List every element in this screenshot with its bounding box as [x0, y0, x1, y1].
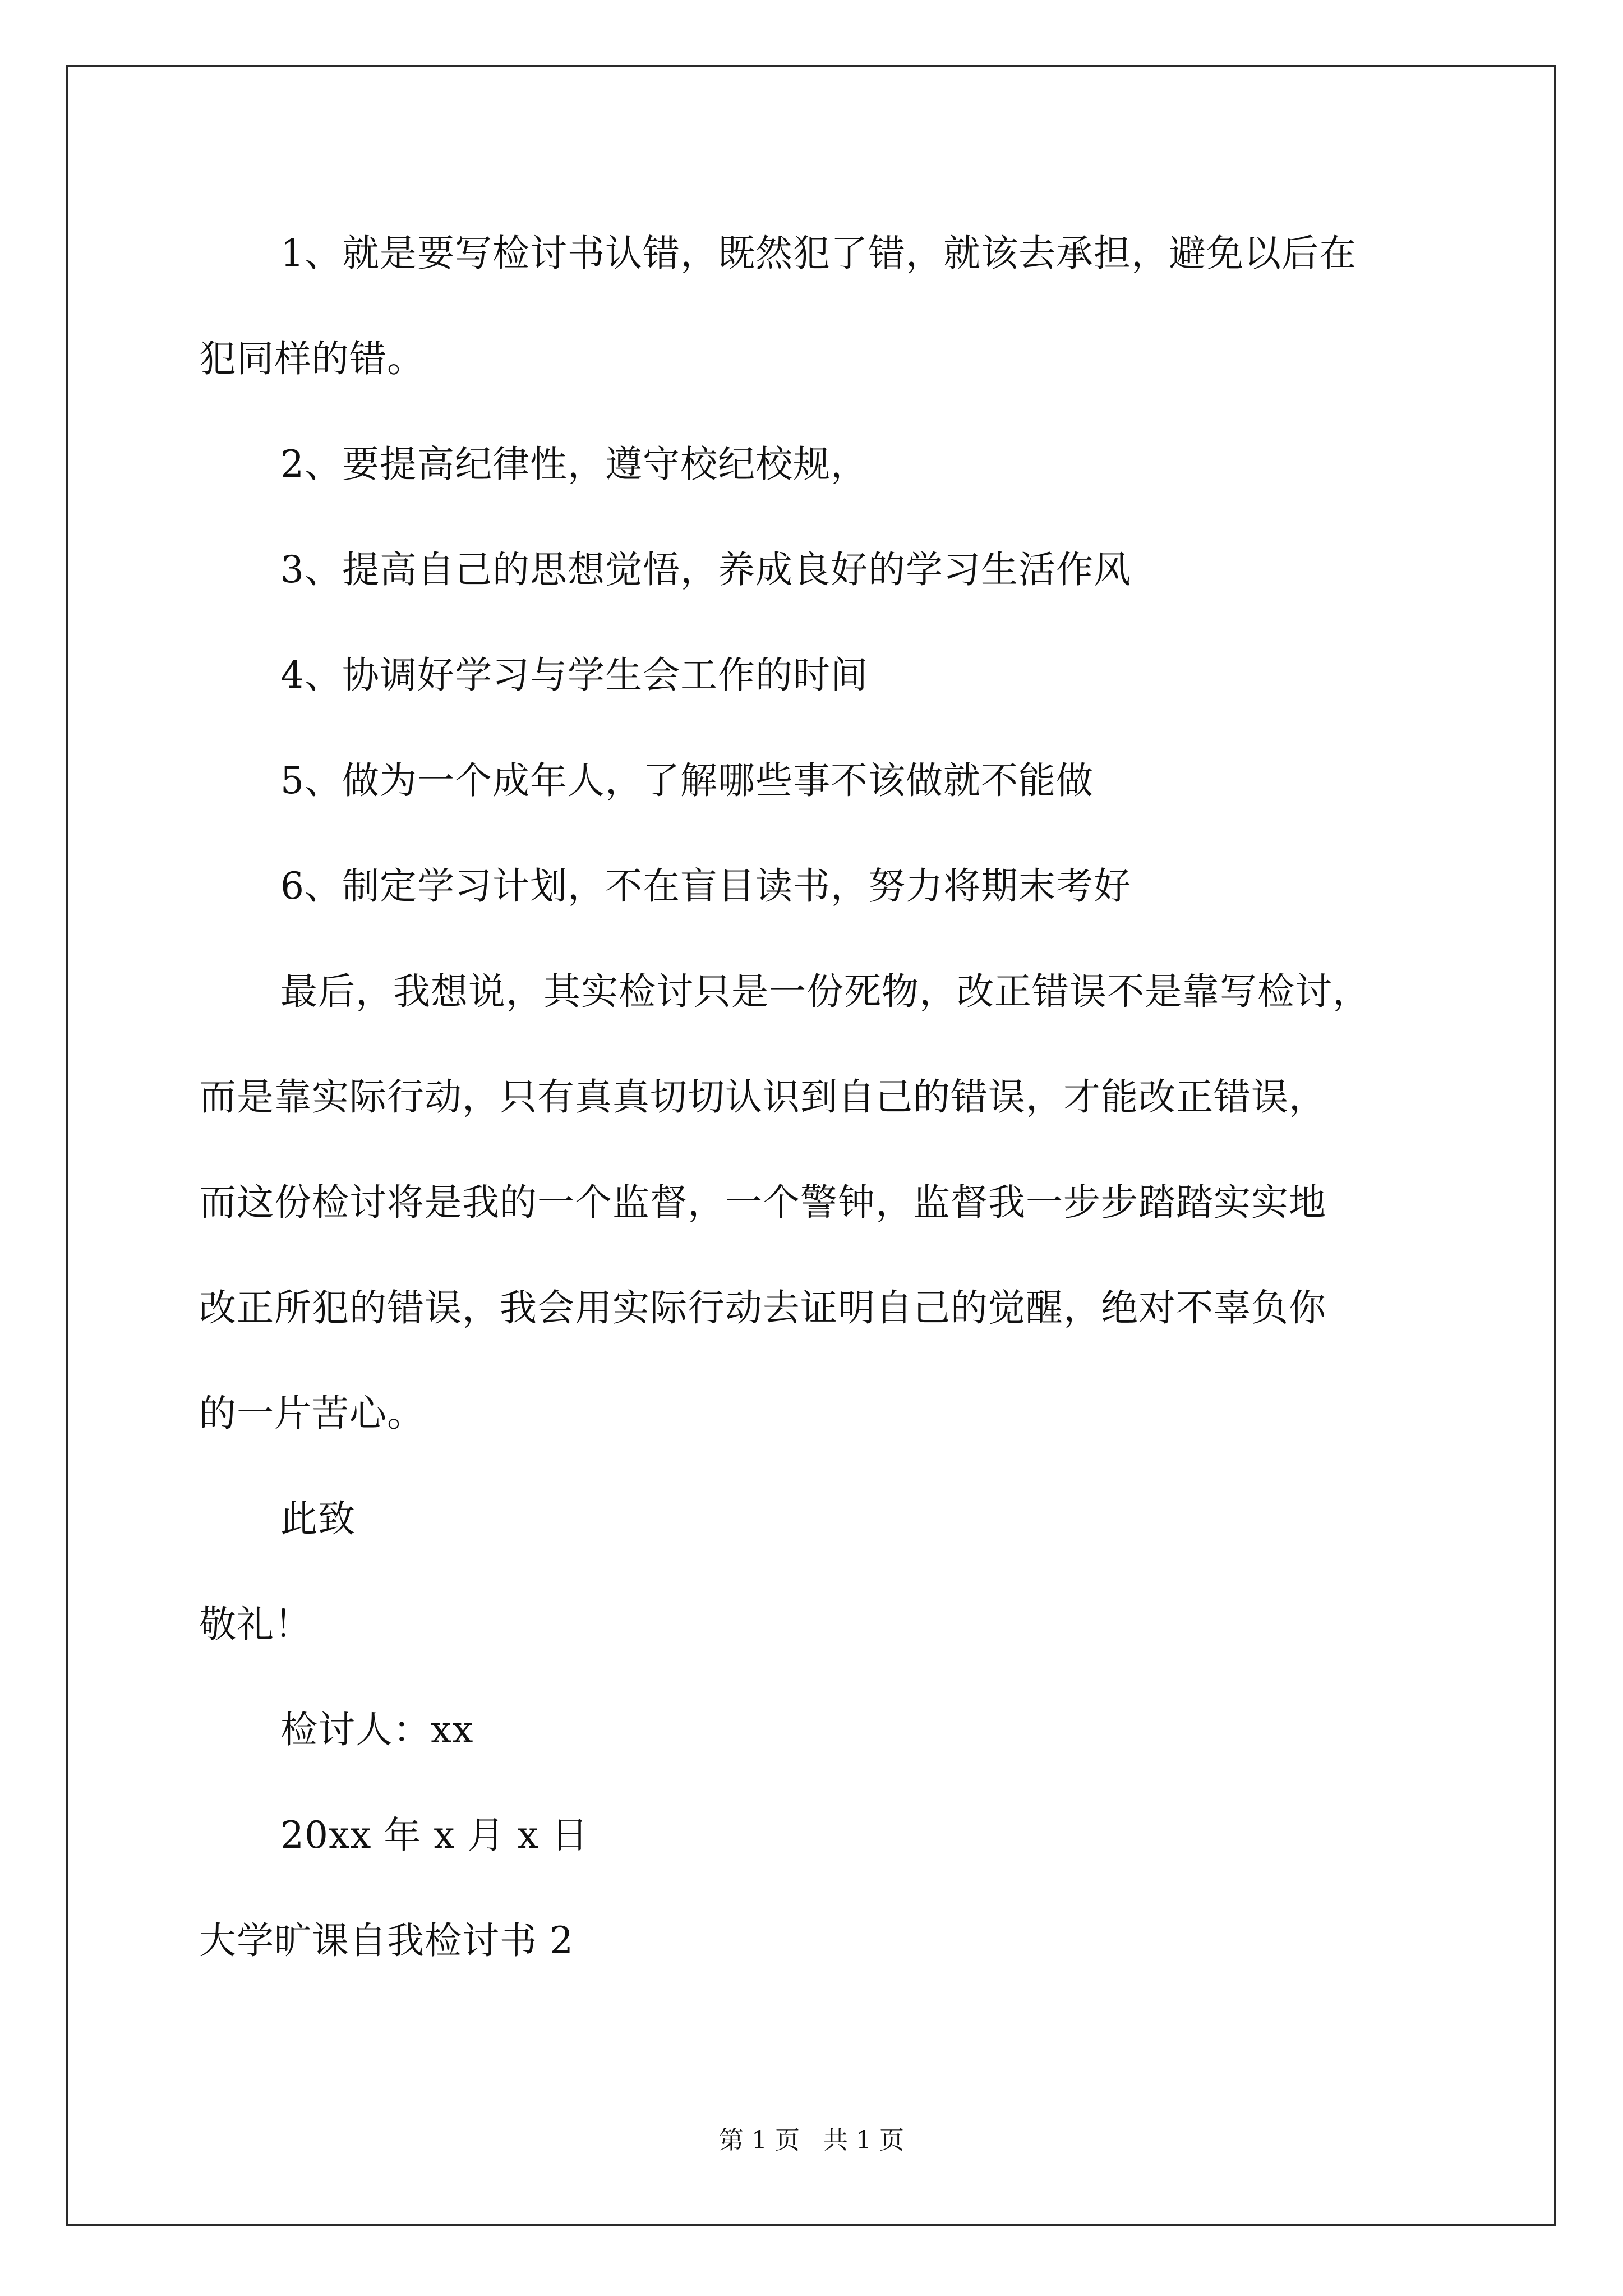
item-3: 3、提高自己的思想觉悟，养成良好的学习生活作风	[280, 548, 1131, 591]
next-section-title: 大学旷课自我检讨书 2	[199, 1919, 574, 1962]
item-1-line-2: 犯同样的错。	[199, 337, 425, 380]
salutation-cizhi: 此致	[280, 1497, 356, 1540]
item-2: 2、要提高纪律性，遵守校纪校规，	[280, 443, 868, 486]
closing-paragraph-line-5: 的一片苦心。	[199, 1392, 425, 1435]
item-4: 4、协调好学习与学生会工作的时间	[280, 654, 868, 697]
closing-paragraph-line-2: 而是靠实际行动，只有真真切切认识到自己的错误，才能改正错误，	[199, 1075, 1326, 1119]
page-footer: 第 1 页 共 1 页	[719, 2126, 904, 2155]
closing-paragraph-line-1: 最后，我想说，其实检讨只是一份死物，改正错误不是靠写检讨，	[280, 970, 1370, 1013]
page-border	[66, 65, 1556, 2226]
salutation-jingli: 敬礼！	[199, 1603, 312, 1646]
signature-date: 20xx 年 x 月 x 日	[280, 1814, 589, 1857]
signature-name: 检讨人：xx	[280, 1708, 474, 1751]
item-6: 6、制定学习计划，不在盲目读书，努力将期末考好	[280, 864, 1131, 908]
closing-paragraph-line-4: 改正所犯的错误，我会用实际行动去证明自己的觉醒，绝对不辜负你	[199, 1286, 1326, 1329]
closing-paragraph-line-3: 而这份检讨将是我的一个监督，一个警钟，监督我一步步踏踏实实地	[199, 1181, 1326, 1224]
item-5: 5、做为一个成年人，了解哪些事不该做就不能做	[280, 759, 1094, 802]
item-1-line-1: 1、就是要写检讨书认错，既然犯了错，就该去承担，避免以后在	[280, 232, 1357, 275]
